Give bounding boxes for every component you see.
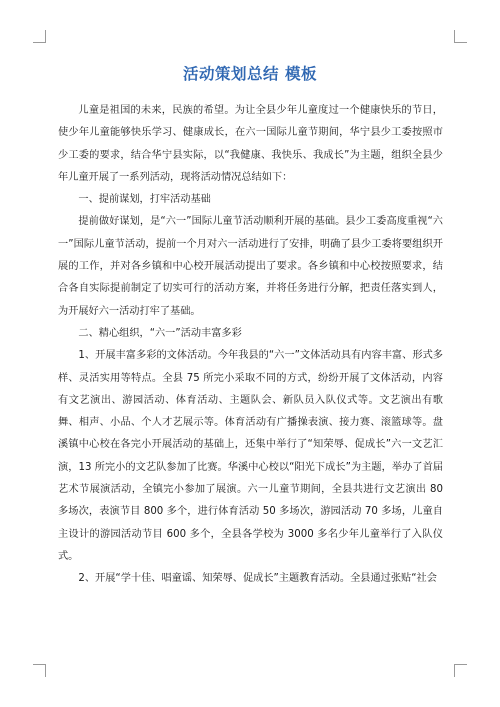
document-title: 活动策划总结 模板 (183, 65, 317, 83)
page-corner-mark-bottom-left (33, 664, 46, 677)
section-2-item-2-paragraph: 2、开展“学十佳、唱童谣、知荣辱、促成长”主题教育活动。全县通过张贴“社会 (78, 573, 437, 585)
page-corner-mark-top-left (33, 30, 46, 43)
section-heading-1: 一、提前谋划，打牢活动基础 (78, 194, 211, 206)
section-2-item-1-paragraph: 1、开展丰富多彩的文体活动。今年我县的“六一”文体活动具有内容丰富、形式多样、灵活实用等特点。全县 75 所完小采取不同的方式，纷纷开展了文体活动，内容有文艺演出、游园活动、体育活动、主题队会、新队员入队仪式等。文艺演出有歌舞、相声、小品、个人才艺展示等。体育活动有广播操表演、接力赛、滚篮球等。盘溪镇中心校在各完小开展活动的基础上，还集中举行了“知荣辱、促成长”六一文艺汇演，13 所完小的文艺队参加了比赛。华溪中心校以“阳光下成长”为主题，举办了首届艺术节展演活动，全镇完小参加了展演。六一儿童节期间，全县共进行文艺演出 80 多场次，表演节目 800 多个，进行体育活动 50 多场次，游园活动 70 多场，儿童自主设计的游园活动节目 600 多个，全县各学校为 3000 多名少年儿童举行了入队仪式。 (58, 350, 443, 562)
section-heading-2: 二、精心组织，“六一”活动丰富多彩 (78, 327, 242, 339)
section-1-paragraph: 提前做好谋划，是“六一”国际儿童节活动顺利开展的基础。县少工委高度重视“六一”国际儿童节活动，提前一个月对六一活动进行了安排，明确了县少工委将要组织开展的工作，并对各乡镇和中心校开展活动提出了要求。各乡镇和中心校按照要求，结合各自实际提前制定了切实可行的活动方案，并将任务进行分解，把责任落实到人，为开展好六一活动打牢了基础。 (58, 216, 443, 317)
page-corner-mark-bottom-right (454, 664, 467, 677)
page-corner-mark-top-right (454, 30, 467, 43)
intro-paragraph: 儿童是祖国的未来，民族的希望。为让全县少年儿童度过一个健康快乐的节日，使少年儿童能够快乐学习、健康成长，在六一国际儿童节期间，华宁县少工委按照市少工委的要求，结合华宁县实际，以“我健康、我快乐、我成长”为主题，组织全县少年儿童开展了一系列活动，现将活动情况总结如下： (58, 105, 443, 183)
document-body (58, 100, 443, 591)
